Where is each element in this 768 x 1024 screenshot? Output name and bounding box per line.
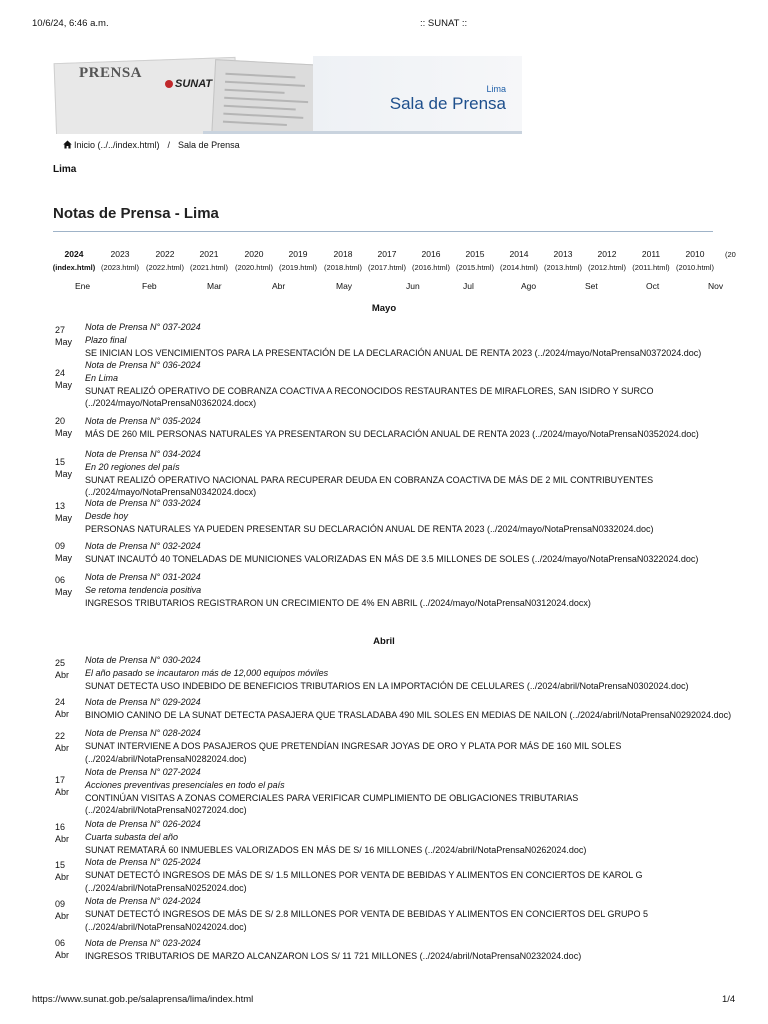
breadcrumb xyxy=(63,140,240,150)
release-number: Nota de Prensa N° 023-2024 xyxy=(85,938,201,948)
year-url: (2023.html) xyxy=(101,263,139,272)
release-month: Abr xyxy=(55,950,70,960)
release-date xyxy=(55,500,79,524)
print-url: https://www.sunat.gob.pe/salaprensa/lima/index.html xyxy=(32,994,254,1005)
release-date xyxy=(55,859,79,883)
release-day: 06 xyxy=(55,575,66,585)
release-day: 27 xyxy=(55,325,66,335)
release-date xyxy=(55,821,79,845)
release-document-link[interactable]: (../2024/abril/NotaPrensaN0282024.doc) xyxy=(85,753,247,764)
release-day: 20 xyxy=(55,416,66,426)
release-headline-link[interactable]: SUNAT REMATARÁ 60 INMUEBLES VALORIZADOS EN MÁS DE S/ 16 MILLONES (../2024/abril/NotaPrensaN0262024.doc) xyxy=(85,844,587,855)
year-url: (2022.html) xyxy=(146,263,184,272)
release-number: Nota de Prensa N° 033-2024 xyxy=(85,498,201,508)
year-link[interactable] xyxy=(407,248,455,274)
month-link[interactable]: Jul xyxy=(463,281,474,291)
month-navigation xyxy=(40,281,768,293)
release-date xyxy=(55,540,79,564)
release-subtitle: Acciones preventivas presenciales en todo el país xyxy=(85,779,285,790)
release-date xyxy=(55,657,79,681)
release-document-link[interactable]: (../2024/mayo/NotaPrensaN0362024.docx) xyxy=(85,398,257,409)
year-link[interactable] xyxy=(230,248,278,274)
release-number: Nota de Prensa N° 036-2024 xyxy=(85,360,201,370)
release-month: May xyxy=(55,337,73,347)
release-month: Abr xyxy=(55,872,70,882)
year-link[interactable] xyxy=(671,248,719,274)
release-headline-link[interactable]: CONTINÚAN VISITAS A ZONAS COMERCIALES PARA VERIFICAR CUMPLIMIENTO DE OBLIGACIONES TRIBUTARIAS xyxy=(85,792,579,803)
release-month: Abr xyxy=(55,787,70,797)
year-url: (2020.html) xyxy=(235,263,273,272)
print-datetime: 10/6/24, 6:46 a.m. xyxy=(32,18,109,29)
month-link[interactable]: May xyxy=(336,281,353,291)
month-link[interactable]: Feb xyxy=(142,281,157,291)
release-headline-link[interactable]: SUNAT REALIZÓ OPERATIVO DE COBRANZA COACTIVA A RECONOCIDOS RESTAURANTES DE MIRAFLORES, SAN ISIDRO Y SURCO xyxy=(85,385,654,396)
year-label: 2021 xyxy=(199,249,219,259)
release-subtitle: En 20 regiones del país xyxy=(85,461,180,472)
breadcrumb-home-link[interactable]: Inicio (../../index.html) xyxy=(74,140,160,150)
year-label: 2017 xyxy=(377,249,397,259)
year-label: 2012 xyxy=(597,249,617,259)
release-headline-link[interactable]: SUNAT DETECTÓ INGRESOS DE MÁS DE S/ 2.8 MILLONES POR VENTA DE BEBIDAS Y ALIMENTOS EN CONCIERTOS DEL GRUPO 5 xyxy=(85,908,648,919)
breadcrumb-separator: / xyxy=(167,140,171,150)
release-day: 24 xyxy=(55,368,66,378)
release-date xyxy=(55,367,79,391)
year-url: (2016.html) xyxy=(412,263,450,272)
year-url: (20 xyxy=(725,250,736,259)
release-day: 13 xyxy=(55,501,66,511)
page-title: Notas de Prensa - Lima xyxy=(53,205,219,222)
release-month: May xyxy=(55,380,73,390)
sunat-logo: SUNAT xyxy=(165,78,212,90)
year-link[interactable] xyxy=(185,248,233,274)
release-day: 15 xyxy=(55,860,66,870)
month-group-title: Mayo xyxy=(371,303,397,314)
release-subtitle: En Lima xyxy=(85,372,119,383)
release-headline-link[interactable]: PERSONAS NATURALES YA PUEDEN PRESENTAR SU DECLARACIÓN ANUAL DE RENTA 2023 (../2024/mayo/NotaPrensaN0332024.doc) xyxy=(85,523,654,534)
release-month: Abr xyxy=(55,834,70,844)
release-day: 25 xyxy=(55,658,66,668)
year-label: 2015 xyxy=(465,249,485,259)
release-headline-link[interactable]: SUNAT DETECTA USO INDEBIDO DE BENEFICIOS TRIBUTARIOS EN LA IMPORTACIÓN DE CELULARES (../2024/abril/NotaPrensaN0302024.doc) xyxy=(85,680,689,691)
month-link[interactable]: Jun xyxy=(406,281,420,291)
release-month: May xyxy=(55,469,73,479)
release-headline-link[interactable]: SUNAT REALIZÓ OPERATIVO NACIONAL PARA RECUPERAR DEUDA EN COBRANZA COACTIVA DE MÁS DE 2 MIL CONTRIBUYENTES xyxy=(85,474,654,485)
release-number: Nota de Prensa N° 037-2024 xyxy=(85,322,201,332)
release-number: Nota de Prensa N° 034-2024 xyxy=(85,449,201,459)
release-month: Abr xyxy=(55,709,70,719)
release-number: Nota de Prensa N° 029-2024 xyxy=(85,697,201,707)
year-url: (2010.html) xyxy=(676,263,714,272)
year-url: (2015.html) xyxy=(456,263,494,272)
newspaper-image xyxy=(53,56,323,134)
month-link[interactable]: Ene xyxy=(75,281,91,291)
year-url: (2018.html) xyxy=(324,263,362,272)
year-label: 2010 xyxy=(685,249,705,259)
year-link[interactable] xyxy=(627,248,675,274)
release-date xyxy=(55,774,79,798)
banner-section-title: Sala de Prensa xyxy=(389,94,506,113)
release-day: 09 xyxy=(55,899,66,909)
release-month: May xyxy=(55,428,73,438)
release-number: Nota de Prensa N° 025-2024 xyxy=(85,857,201,867)
year-link[interactable] xyxy=(725,248,768,261)
release-headline-link[interactable]: INGRESOS TRIBUTARIOS REGISTRARON UN CRECIMIENTO DE 4% EN ABRIL (../2024/mayo/NotaPrensaN0312024.docx) xyxy=(85,597,591,608)
release-document-link[interactable]: (../2024/abril/NotaPrensaN0252024.doc) xyxy=(85,882,247,893)
release-subtitle: Plazo final xyxy=(85,334,127,345)
year-label: 2016 xyxy=(421,249,441,259)
release-day: 22 xyxy=(55,731,66,741)
release-document-link[interactable]: (../2024/abril/NotaPrensaN0272024.doc) xyxy=(85,805,247,816)
release-month: May xyxy=(55,553,73,563)
release-month: May xyxy=(55,513,73,523)
banner-region: Lima xyxy=(486,84,506,94)
release-date xyxy=(55,937,79,961)
prensa-word: PRENSA xyxy=(79,65,143,81)
release-date xyxy=(55,898,79,922)
year-link[interactable] xyxy=(363,248,411,274)
release-headline-link[interactable]: MÁS DE 260 MIL PERSONAS NATURALES YA PRESENTARON SU DECLARACIÓN ANUAL DE RENTA 2023 (../2024/mayo/NotaPrensaN0352024.doc) xyxy=(85,428,699,439)
year-url: (2019.html) xyxy=(279,263,317,272)
release-headline-link[interactable]: BINOMIO CANINO DE LA SUNAT DETECTA PASAJERA QUE TRASLADABA 490 MIL SOLES EN MEDIAS DE NAILON (../2024/abril/NotaPrensaN0292024.doc) xyxy=(85,709,732,720)
release-day: 09 xyxy=(55,541,66,551)
release-number: Nota de Prensa N° 030-2024 xyxy=(85,655,201,665)
year-url: (2012.html) xyxy=(588,263,626,272)
release-number: Nota de Prensa N° 032-2024 xyxy=(85,541,201,551)
release-month: Abr xyxy=(55,670,70,680)
sunat-logo-icon xyxy=(165,80,173,88)
month-link[interactable]: Mar xyxy=(207,281,222,291)
release-document-link[interactable]: (../2024/abril/NotaPrensaN0242024.doc) xyxy=(85,921,247,932)
release-number: Nota de Prensa N° 031-2024 xyxy=(85,572,201,582)
release-subtitle: El año pasado se incautaron más de 12,000 equipos móviles xyxy=(85,667,329,678)
release-day: 17 xyxy=(55,775,66,785)
year-label: 2011 xyxy=(641,249,661,259)
release-date xyxy=(55,324,79,348)
year-label: 2019 xyxy=(288,249,308,259)
month-link[interactable]: Nov xyxy=(708,281,724,291)
year-label: 2013 xyxy=(553,249,573,259)
year-link[interactable] xyxy=(495,248,543,274)
release-document-link[interactable]: (../2024/mayo/NotaPrensaN0342024.docx) xyxy=(85,487,257,498)
month-link[interactable]: Oct xyxy=(646,281,660,291)
release-headline-link[interactable]: SUNAT INCAUTÓ 40 TONELADAS DE MUNICIONES VALORIZADAS EN MÁS DE 3.5 MILLONES DE SOLES (../2024/mayo/NotaPrensaN0322024.doc) xyxy=(85,553,699,564)
release-headline-link[interactable]: INGRESOS TRIBUTARIOS DE MARZO ALCANZARON LOS S/ 11 721 MILLONES (../2024/abril/NotaPrensaN0232024.doc) xyxy=(85,950,582,961)
month-link[interactable]: Ago xyxy=(521,281,537,291)
year-link[interactable] xyxy=(96,248,144,274)
year-link[interactable] xyxy=(451,248,499,274)
year-link[interactable] xyxy=(274,248,322,274)
month-link[interactable]: Set xyxy=(585,281,598,291)
release-subtitle: Desde hoy xyxy=(85,510,129,521)
release-day: 15 xyxy=(55,457,66,467)
print-page-title: :: SUNAT :: xyxy=(420,18,468,29)
year-url: (2013.html) xyxy=(544,263,582,272)
breadcrumb-current: Sala de Prensa xyxy=(178,140,240,150)
print-page-number: 1/4 xyxy=(722,994,736,1005)
region-label: Lima xyxy=(53,164,77,175)
year-label: 2023 xyxy=(110,249,130,259)
release-subtitle: Se retoma tendencia positiva xyxy=(85,584,202,595)
year-label: 2018 xyxy=(333,249,353,259)
year-url: (2017.html) xyxy=(368,263,406,272)
year-url: (2014.html) xyxy=(500,263,538,272)
release-day: 16 xyxy=(55,822,66,832)
release-date xyxy=(55,696,79,720)
header-banner xyxy=(53,56,522,134)
release-subtitle: Cuarta subasta del año xyxy=(85,831,179,842)
year-url: (2011.html) xyxy=(632,263,670,272)
year-link[interactable] xyxy=(141,248,189,274)
year-label: 2022 xyxy=(155,249,175,259)
year-navigation xyxy=(50,248,768,278)
year-link[interactable] xyxy=(583,248,631,274)
year-label: 2014 xyxy=(509,249,529,259)
year-link[interactable] xyxy=(50,248,98,274)
release-date xyxy=(55,415,79,439)
release-headline-link[interactable]: SUNAT INTERVIENE A DOS PASAJEROS QUE PRETENDÍAN INGRESAR JOYAS DE ORO Y PLATA POR MÁS DE 160 MIL SOLES xyxy=(85,740,622,751)
year-link[interactable] xyxy=(539,248,587,274)
release-date xyxy=(55,574,79,598)
year-label: 2020 xyxy=(244,249,264,259)
title-divider xyxy=(53,231,713,232)
release-day: 06 xyxy=(55,938,66,948)
release-headline-link[interactable]: SE INICIAN LOS VENCIMIENTOS PARA LA PRESENTACIÓN DE LA DECLARACIÓN ANUAL DE RENTA 2023 (../2024/mayo/NotaPrensaN0372024.doc) xyxy=(85,347,702,358)
release-month: May xyxy=(55,587,73,597)
release-number: Nota de Prensa N° 024-2024 xyxy=(85,896,201,906)
release-day: 24 xyxy=(55,697,66,707)
release-number: Nota de Prensa N° 027-2024 xyxy=(85,767,201,777)
release-date xyxy=(55,730,79,754)
year-link[interactable] xyxy=(319,248,367,274)
release-date xyxy=(55,456,79,480)
release-month: Abr xyxy=(55,911,70,921)
home-icon xyxy=(63,140,72,149)
year-url: (index.html) xyxy=(52,263,96,272)
month-link[interactable]: Abr xyxy=(272,281,286,291)
release-number: Nota de Prensa N° 035-2024 xyxy=(85,416,201,426)
year-label: 2024 xyxy=(64,249,84,259)
release-number: Nota de Prensa N° 026-2024 xyxy=(85,819,201,829)
release-number: Nota de Prensa N° 028-2024 xyxy=(85,728,201,738)
release-month: Abr xyxy=(55,743,70,753)
month-group-title: Abril xyxy=(373,636,395,647)
year-url: (2021.html) xyxy=(190,263,228,272)
release-headline-link[interactable]: SUNAT DETECTÓ INGRESOS DE MÁS DE S/ 1.5 MILLONES POR VENTA DE BEBIDAS Y ALIMENTOS EN CONCIERTOS DE KAROL G xyxy=(85,869,643,880)
